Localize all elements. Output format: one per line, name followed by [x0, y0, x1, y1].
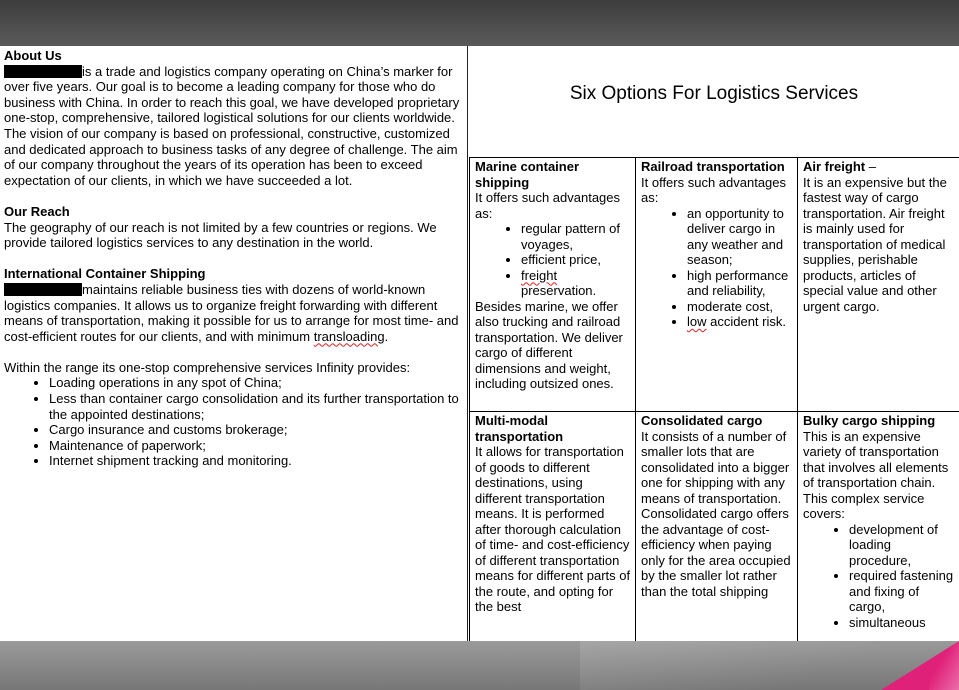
consolidated-text: It consists of a number of smaller lots that are consolidated into a bigger one for shipping with any means of transportation. Consolidated cargo offers the advantage of cost-efficiency when paying only for the area occupied by the smaller lot rather than the total shipping [641, 428, 791, 599]
list-item: • required fastening and fixing of cargo, [849, 568, 956, 615]
left-column [4, 48, 466, 469]
bottom-bar [0, 641, 959, 690]
air-heading: Air freight [803, 159, 866, 174]
air-dash: – [865, 159, 876, 174]
cell-air [798, 158, 959, 412]
reach-heading: Our Reach [4, 203, 70, 219]
ics-text-end: transloading [313, 328, 385, 344]
list-item: • Maintenance of paperwork; [49, 438, 466, 454]
options-title: Six Options For Logistics Services [569, 83, 859, 104]
ics-text: maintains reliable business ties with dozens of world-known logistics companies. It allows us to organize freight forwarding with different means of transportation, making it possible for us to arrange for most time- and cost-efficient routes for our clients, and with minimum [4, 281, 459, 344]
list-item: • Loading operations in any spot of China; [49, 375, 466, 391]
marine-outro: Besides marine, we offer also trucking and railroad transportation. We deliver cargo of different dimensions and weight, including outsized ones. [475, 298, 623, 391]
list-item: • moderate cost, [687, 299, 794, 315]
marine-heading: Marine container shipping [475, 159, 580, 190]
ics-heading: International Container Shipping [4, 266, 206, 282]
list-item: • development of loading procedure, [849, 522, 956, 569]
list-item: • simultaneous [849, 615, 956, 631]
marine-list [475, 221, 632, 299]
list-item: • Less than container cargo consolidation and its further transportation to the appointed destinations; [49, 391, 466, 422]
column-divider [467, 46, 468, 641]
list-item [687, 314, 794, 330]
cell-consolidated [636, 412, 798, 642]
about-text-1: is a trade and logistics company operating on China’s marker for over five years. Our goal is to become a leading company for those who do business with China. In order to reach this goal, we have developed proprietary one-stop, comprehensive, tailored logistical solutions for our clients worldwide. [4, 63, 460, 126]
list-item: • Cargo insurance and customs brokerage; [49, 422, 466, 438]
air-text: It is an expensive but the fastest way of cargo transportation. Air freight is mainly used for transportation of medical supplies, perishable products, articles of special value and other urgent cargo. [803, 174, 947, 314]
reach-paragraph: The geography of our reach is not limited by a few countries or regions. We provide tailored logistics services to any destination in the world. [4, 219, 437, 251]
multimodal-heading: Multi-modal transportation [475, 413, 564, 444]
about-heading: About Us [4, 48, 62, 63]
options-table-wrapper [469, 157, 959, 641]
cell-rail [636, 158, 798, 412]
about-paragraph-1 [4, 64, 466, 126]
list-item: • efficient price, [521, 252, 632, 268]
marine-b3-rest: preservation. [521, 283, 597, 298]
ics-text-dot: . [384, 328, 389, 344]
list-item: • regular pattern of voyages, [521, 221, 632, 252]
corner-accent-shine [929, 641, 959, 690]
rail-intro: It offers such advantages as: [641, 174, 787, 205]
multimodal-text: It allows for transportation of goods to different destinations, using different transportation means. It is performed after thorough calculation of time- and cost-efficiency of different transportation means for different parts of the route, and opting for the best [475, 444, 631, 614]
rail-heading: Railroad transportation [641, 159, 785, 174]
list-item [521, 268, 632, 299]
redaction-block [4, 65, 82, 78]
top-bar [0, 0, 959, 46]
cell-bulky [798, 412, 959, 642]
list-item: • Internet shipment tracking and monitoring. [49, 453, 466, 469]
rail-list [641, 206, 794, 330]
marine-intro: It offers such advantages as: [475, 190, 621, 221]
bulky-heading: Bulky cargo shipping [803, 413, 936, 428]
services-list [4, 375, 466, 469]
bulky-text: This is an expensive variety of transportation that involves all elements of transportation chain. This complex service covers: [803, 428, 949, 521]
about-paragraph-2: The vision of our company is based on professional, constructive, customized and dedicated approach to business tasks of any degree of challenge. The aim of our company throughout the years of its operation has been to exceed expectation of our clients, in which we have succeeded a lot. [4, 125, 458, 188]
range-paragraph: Within the range its one-stop comprehensive services Infinity provides: [4, 359, 411, 375]
redaction-block [4, 283, 82, 296]
list-item: • high performance and reliability, [687, 268, 794, 299]
cell-multimodal [470, 412, 636, 642]
rail-b4-rest: accident risk. [706, 314, 786, 329]
marine-b3-word: freight [521, 267, 558, 283]
bulky-list [803, 522, 956, 631]
cell-marine [470, 158, 636, 412]
rail-b4-word: low [687, 314, 707, 329]
ics-paragraph [4, 282, 466, 344]
air-heading-line [803, 159, 956, 175]
options-table [469, 157, 959, 641]
list-item: • an opportunity to deliver cargo in any weather and season; [687, 206, 794, 268]
consolidated-heading: Consolidated cargo [641, 413, 763, 428]
